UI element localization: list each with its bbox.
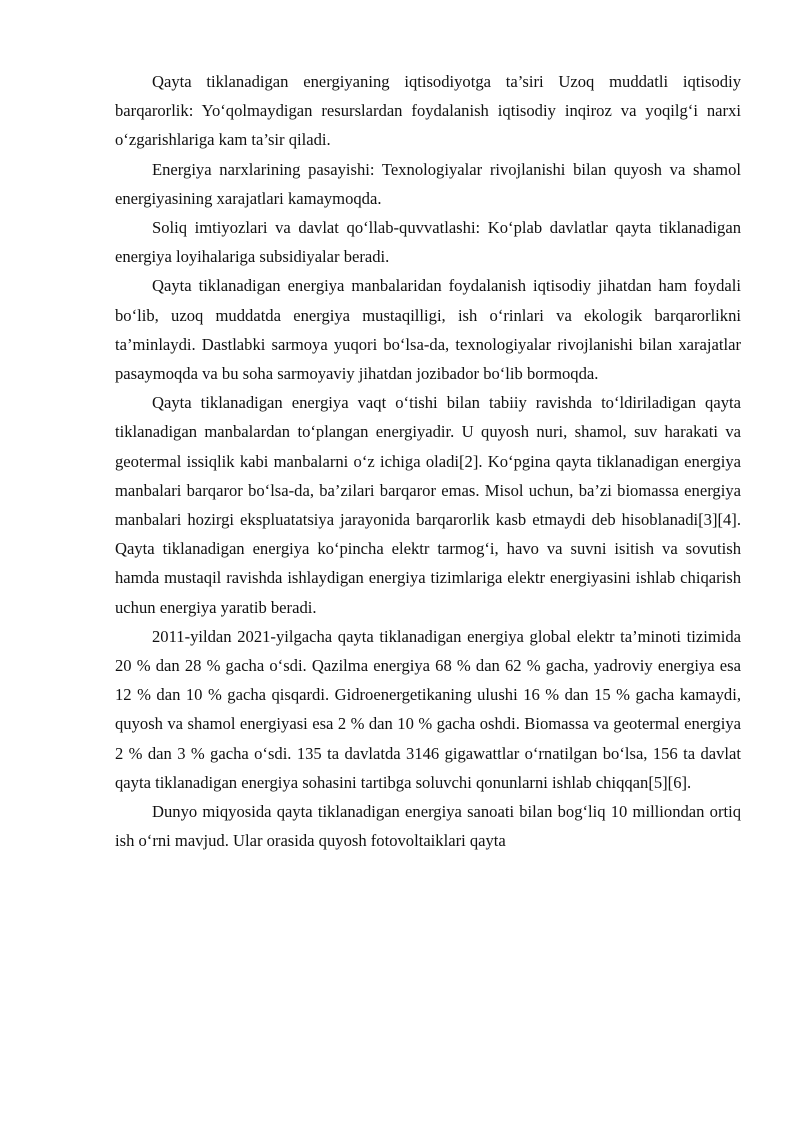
paragraph-tax-incentives: Soliq imtiyozlari va davlat qo‘llab-quvvatlashi: Ko‘plab davlatlar qayta tiklanadigan energiya loyihalariga subsidiyalar beradi.: [115, 218, 741, 267]
document-page: [115, 67, 741, 855]
paragraph-definition: Qayta tiklanadigan energiya vaqt o‘tishi bilan tabiiy ravishda to‘ldiriladigan qayta tiklanadigan manbalardan to‘plangan energiyadir. U quyosh nuri, shamol, suv harakati va geotermal issiqlik kabi manbalarni o‘z ichiga oladi[2]. Ko‘pgina qayta tiklanadigan energiya manbalari barqaror bo‘lsa-da, ba’zilari barqaror emas. Misol uchun, ba’zi biomassa energiya manbalari hozirgi ekspluatatsiya jarayonida barqarorlik kasb etmaydi deb hisoblanadi[3][4]. Qayta tiklanadigan energiya ko‘pincha elektr tarmog‘i, havo va suvni isitish va sovutish hamda mustaqil ravishda ishlaydigan energiya tizimlariga elektr energiyasini ishlab chiqarish uchun energiya yaratib beradi.: [115, 393, 741, 617]
paragraph-economic-impact: Qayta tiklanadigan energiyaning iqtisodiyotga ta’siri Uzoq muddatli iqtisodiy barqarorlik: Yo‘qolmaydigan resurslardan foydalanish iqtisodiy inqiroz va yoqilg‘i narxi o‘zgarishlariga kam ta’sir qiladi.: [115, 72, 741, 150]
paragraph-economic-benefits: Qayta tiklanadigan energiya manbalaridan foydalanish iqtisodiy jihatdan ham foydali bo‘lib, uzoq muddatda energiya mustaqilligi, ish o‘rinlari va ekologik barqarorlikni ta’minlaydi. Dastlabki sarmoya yuqori bo‘lsa-da, texnologiyalar rivojlanishi bilan xarajatlar pasaymoqda va bu soha sarmoyaviy jihatdan jozibador bo‘lib bormoqda.: [115, 276, 741, 384]
paragraph-employment: Dunyo miqyosida qayta tiklanadigan energiya sanoati bilan bog‘liq 10 milliondan ortiq ish o‘rni mavjud. Ular orasida quyosh fotovoltaiklari qayta: [115, 802, 741, 851]
paragraph-energy-prices: Energiya narxlarining pasayishi: Texnologiyalar rivojlanishi bilan quyosh va shamol energiyasining xarajatlari kamaymoqda.: [115, 159, 741, 208]
paragraph-statistics: 2011-yildan 2021-yilgacha qayta tiklanadigan energiya global elektr ta’minoti tizimida 20 % dan 28 % gacha o‘sdi. Qazilma energiya 68 % dan 62 % gacha, yadroviy energiya esa 12 % dan 10 % gacha qisqardi. Gidroenergetikaning ulushi 16 % dan 15 % gacha kamaydi, quyosh va shamol energiyasi esa 2 % dan 10 % gacha oshdi. Biomassa va geotermal energiya 2 % dan 3 % gacha o‘sdi. 135 ta davlatda 3146 gigawattlar o‘rnatilgan bo‘lsa, 156 ta davlat qayta tiklanadigan energiya sohasini tartibga soluvchi qonunlarni ishlab chiqqan[5][6].: [115, 626, 741, 792]
